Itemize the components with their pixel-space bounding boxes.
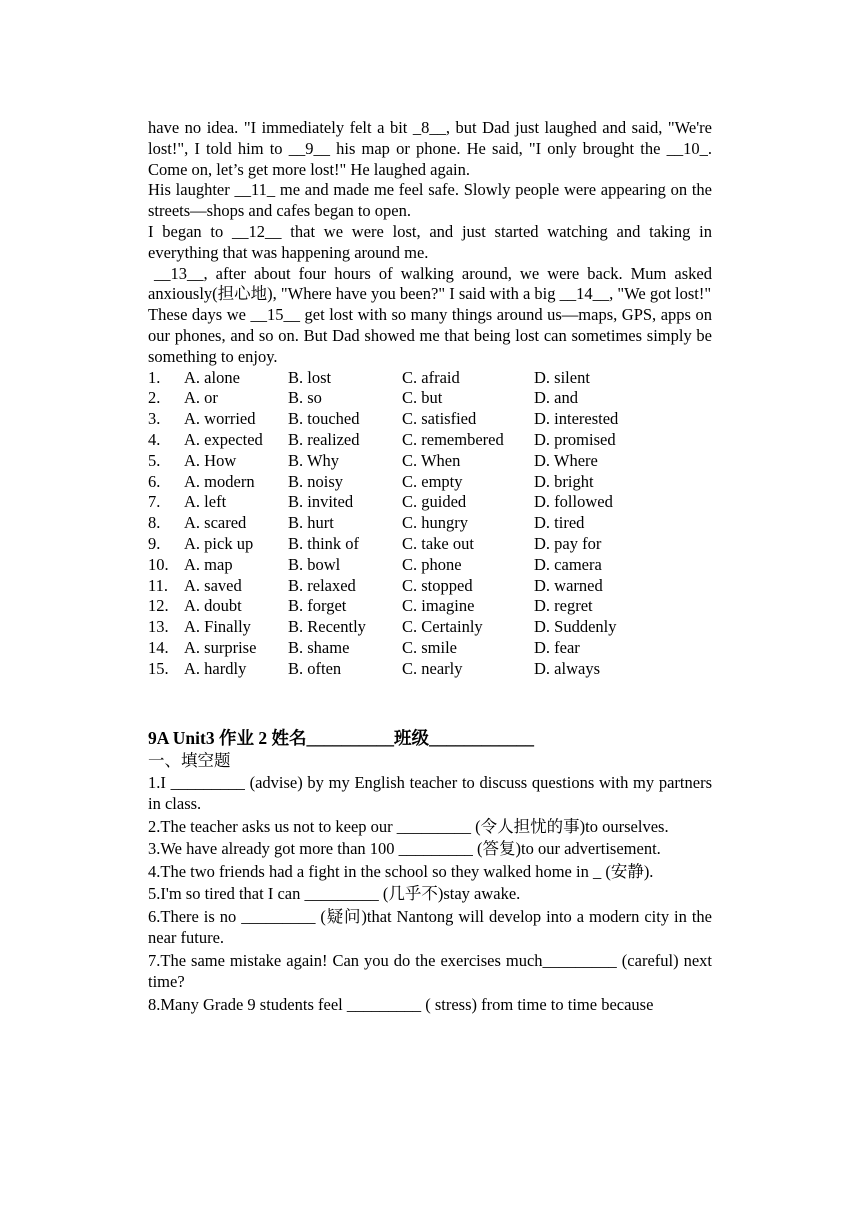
- fill-blank-question: 2.The teacher asks us not to keep our _________ (令人担忧的事)to ourselves.: [148, 816, 669, 836]
- option-d: D. Where: [534, 450, 598, 470]
- option-c: C. guided: [402, 492, 467, 512]
- option-row: [148, 472, 712, 493]
- option-c: C. smile: [402, 637, 458, 657]
- option-row: [148, 492, 712, 513]
- option-c: C. stopped: [402, 575, 473, 595]
- option-c: C. Certainly: [402, 617, 483, 637]
- option-c: C. take out: [402, 533, 474, 553]
- section-subtitle: 一、填空题: [148, 750, 231, 770]
- option-row: [148, 388, 712, 409]
- option-d: D. camera: [534, 554, 602, 574]
- option-d: D. warned: [534, 575, 603, 595]
- question-number: 7.: [148, 492, 161, 512]
- option-d: D. promised: [534, 429, 616, 449]
- option-d: D. always: [534, 658, 600, 678]
- fill-blank-question: 5.I'm so tired that I can _________ (几乎不)stay awake.: [148, 884, 521, 904]
- question-number: 2.: [148, 388, 161, 408]
- question-number: 1.: [148, 367, 161, 387]
- option-d: D. pay for: [534, 533, 602, 553]
- fill-blank-question: 4.The two friends had a fight in the school so they walked home in _ (安静).: [148, 861, 654, 881]
- option-a: A. pick up: [184, 533, 254, 553]
- option-d: D. tired: [534, 513, 585, 533]
- question-number: 5.: [148, 450, 161, 470]
- option-c: C. satisfied: [402, 409, 477, 429]
- option-row: [148, 659, 712, 680]
- passage-paragraph: __13__, after about four hours of walking around, we were back. Mum asked anxiously(担心地), "Where have you been?" I said with a big __14__, "We got lost!": [148, 263, 712, 304]
- passage-paragraph: These days we __15__ get lost with so many things around us—maps, GPS, apps on our phones, and so on. But Dad showed me that being lost can sometimes simply be something to enjoy.: [148, 305, 712, 366]
- option-row: [148, 617, 712, 638]
- option-d: D. fear: [534, 637, 580, 657]
- option-b: B. Why: [288, 450, 340, 470]
- option-row: [148, 513, 712, 534]
- option-a: A. scared: [184, 513, 247, 533]
- option-row: [148, 409, 712, 430]
- option-row: [148, 534, 712, 555]
- fill-blank-question: 1.I _________ (advise) by my English teacher to discuss questions with my partners in class.: [148, 772, 712, 814]
- option-a: A. surprise: [184, 637, 257, 657]
- option-row: [148, 368, 712, 389]
- option-row: [148, 638, 712, 659]
- question-number: 12.: [148, 596, 169, 616]
- question-number: 9.: [148, 533, 161, 553]
- option-c: C. but: [402, 388, 443, 408]
- option-b: B. realized: [288, 429, 360, 449]
- option-c: C. hungry: [402, 513, 468, 533]
- option-d: D. interested: [534, 409, 619, 429]
- passage-paragraph: have no idea. "I immediately felt a bit _8__, but Dad just laughed and said, "We're lost!", I told him to __9__ his map or phone. He said, "I only brought the __10_. Come on, let’s get more lost!" He laughed again.: [148, 118, 712, 179]
- option-row: [148, 451, 712, 472]
- option-a: A. modern: [184, 471, 255, 491]
- option-d: D. and: [534, 388, 578, 408]
- option-a: A. left: [184, 492, 227, 512]
- option-b: B. hurt: [288, 513, 334, 533]
- option-d: D. silent: [534, 367, 590, 387]
- option-b: B. Recently: [288, 617, 366, 637]
- option-b: B. lost: [288, 367, 332, 387]
- question-number: 11.: [148, 575, 169, 595]
- question-number: 4.: [148, 429, 161, 449]
- option-b: B. bowl: [288, 554, 341, 574]
- question-number: 3.: [148, 409, 161, 429]
- option-a: A. saved: [184, 575, 242, 595]
- option-c: C. nearly: [402, 658, 463, 678]
- option-row: [148, 576, 712, 597]
- option-row: [148, 596, 712, 617]
- option-b: B. relaxed: [288, 575, 356, 595]
- option-a: A. expected: [184, 429, 263, 449]
- question-number: 15.: [148, 658, 169, 678]
- fill-blank-question: 7.The same mistake again! Can you do the exercises much_________ (careful) next time?: [148, 950, 712, 992]
- option-b: B. shame: [288, 637, 350, 657]
- option-c: C. When: [402, 450, 461, 470]
- option-a: A. doubt: [184, 596, 242, 616]
- option-a: A. worried: [184, 409, 256, 429]
- option-a: A. How: [184, 450, 237, 470]
- options-list: [148, 368, 712, 680]
- question-number: 8.: [148, 513, 161, 533]
- option-c: C. remembered: [402, 429, 504, 449]
- option-a: A. or: [184, 388, 218, 408]
- option-b: B. invited: [288, 492, 354, 512]
- option-a: A. Finally: [184, 617, 251, 637]
- option-row: [148, 555, 712, 576]
- option-c: C. empty: [402, 471, 463, 491]
- option-d: D. regret: [534, 596, 593, 616]
- option-b: B. touched: [288, 409, 360, 429]
- option-b: B. noisy: [288, 471, 344, 491]
- question-number: 10.: [148, 554, 169, 574]
- fill-blank-question: 6.There is no _________ (疑问)that Nantong will develop into a modern city in the near future.: [148, 906, 712, 948]
- passage-paragraph: I began to __12__ that we were lost, and just started watching and taking in everything that was happening around me.: [148, 221, 712, 262]
- option-a: A. hardly: [184, 658, 247, 678]
- question-number: 13.: [148, 617, 169, 637]
- question-number: 6.: [148, 471, 161, 491]
- option-b: B. think of: [288, 533, 360, 553]
- option-c: C. afraid: [402, 367, 460, 387]
- option-a: A. alone: [184, 367, 240, 387]
- option-b: B. often: [288, 658, 342, 678]
- section-title: 9A Unit3 作业 2 姓名__________班级____________: [148, 727, 534, 748]
- option-c: C. phone: [402, 554, 462, 574]
- fill-blank-question: 8.Many Grade 9 students feel _________ ( stress) from time to time because: [148, 994, 654, 1014]
- option-a: A. map: [184, 554, 233, 574]
- option-row: [148, 430, 712, 451]
- question-number: 14.: [148, 637, 169, 657]
- worksheet-page: [148, 118, 712, 1016]
- option-d: D. bright: [534, 471, 594, 491]
- option-b: B. forget: [288, 596, 347, 616]
- passage-paragraph: His laughter __11_ me and made me feel safe. Slowly people were appearing on the streets—shops and cafes began to open.: [148, 180, 712, 221]
- option-d: D. Suddenly: [534, 617, 617, 637]
- option-b: B. so: [288, 388, 322, 408]
- fill-blank-question: 3.We have already got more than 100 _________ (答复)to our advertisement.: [148, 839, 661, 859]
- option-d: D. followed: [534, 492, 613, 512]
- option-c: C. imagine: [402, 596, 475, 616]
